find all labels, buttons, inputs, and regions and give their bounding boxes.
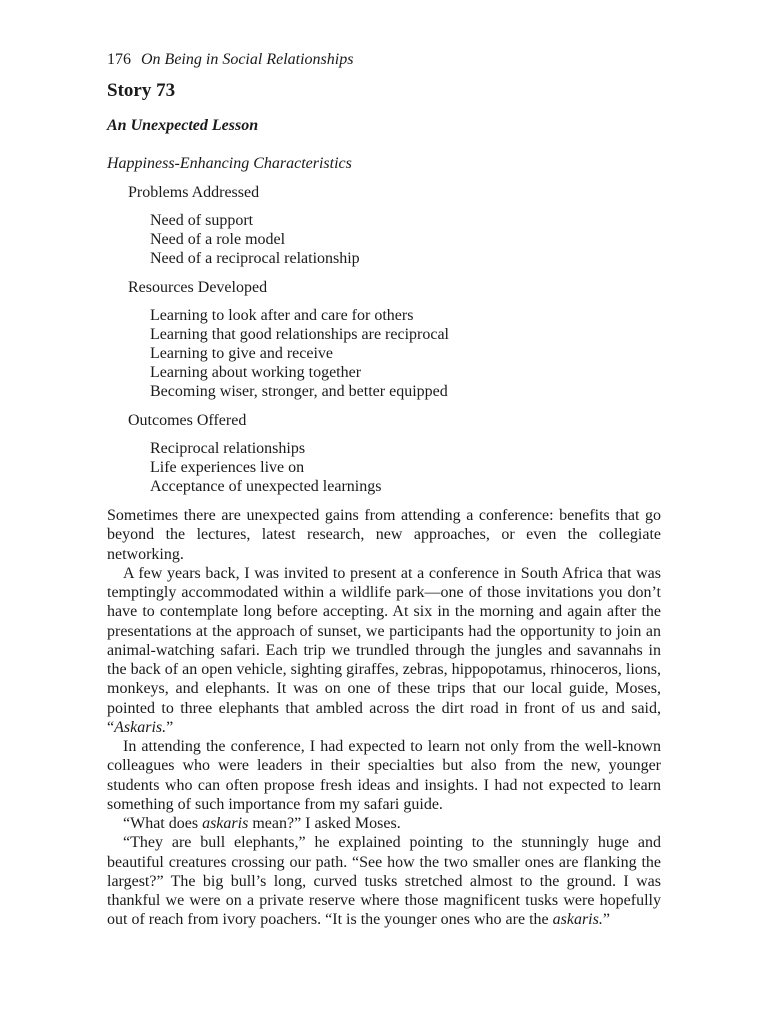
paragraph-text: ” [166,718,174,736]
list-item: Learning that good relationships are reciprocal [150,325,449,343]
book-page [107,50,661,930]
paragraph-text: mean?” I asked Moses. [248,815,401,833]
story-subtitle: An Unexpected Lesson [107,117,259,134]
story-body [107,506,661,930]
list-item: Learning to look after and care for others [150,306,414,324]
list-item: Need of support [150,212,254,229]
page-number: 176 [107,51,131,68]
characteristics-heading: Happiness-Enhancing Characteristics [107,155,352,172]
list-item: Learning to give and receive [150,345,334,363]
outcomes-label: Outcomes Offered [128,411,247,429]
paragraph-text: “What does [123,815,203,833]
paragraph [107,814,661,833]
resources-label: Resources Developed [128,278,268,296]
list-item: Learning about working together [150,364,362,382]
paragraph-text: A few years back, I was invited to present at a conference in South Africa that was temptingly accommodated within a wildlife park—one of those invitations you don’t have to contemplate long before accepting. At six in the morning and again after the presentations at the approach of sunset, we participants had the opportunity to join an animal-watching safari. Each trip we trundled through the jungles and savannahs in the back of an open vehicle, sighting giraffes, zebras, hippopotamus, rhinoceros, lions, monkeys, and elephants. It was on one of these trips that our local guide, Moses, pointed to three elephants that ambled across the dirt road in front of us and said, “ [107,564,661,736]
italic-word: askaris [202,815,249,833]
list-item: Life experiences live on [150,458,305,476]
list-item: Becoming wiser, stronger, and better equipped [150,383,448,401]
list-item: Acceptance of unexpected learnings [150,478,382,496]
paragraph-text: Sometimes there are unexpected gains from attending a conference: benefits that go beyond the lectures, latest research, new approaches, or even the collegiate networking. [107,507,661,563]
story-title: Story 73 [107,80,176,101]
running-header [107,50,661,70]
paragraph-text: ” [602,911,610,929]
outcomes-list [107,439,661,497]
problems-list [107,211,661,269]
paragraph-text: In attending the conference, I had expected to learn not only from the well-known colleagues who were leaders in their specialties but also from the new, younger students who can often propose fresh ideas and insights. I had not expected to learn something of such importance from my safari guide. [107,738,661,813]
paragraph [107,833,661,929]
book-title: On Being in Social Relationships [141,51,354,68]
problems-label: Problems Addressed [128,184,260,201]
list-item: Reciprocal relationships [150,439,306,457]
italic-word: Askaris. [114,718,167,736]
list-item: Need of a role model [150,231,286,249]
paragraph [107,737,661,814]
paragraph [107,564,661,737]
resources-list [107,306,661,402]
italic-word: askaris. [552,911,603,929]
paragraph [107,506,661,564]
paragraph-text: “They are bull elephants,” he explained pointing to the stunningly huge and beautiful creatures crossing our path. “See how the two smaller ones are flanking the largest?” The big bull’s long, curved tusks stretched almost to the ground. I was thankful we were on a private reserve where those magnificent tusks were hopefully out of reach from ivory poachers. “It is the younger ones who are the [107,834,661,929]
list-item: Need of a reciprocal relationship [150,250,360,268]
